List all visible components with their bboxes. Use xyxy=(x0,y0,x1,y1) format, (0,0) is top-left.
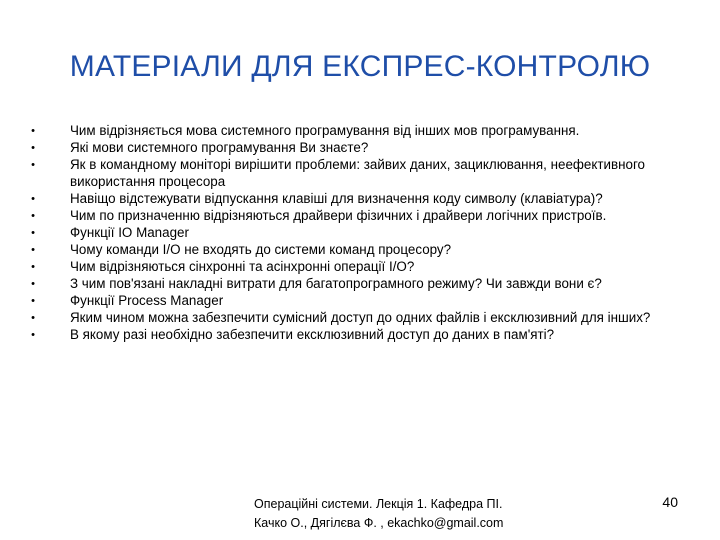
list-item xyxy=(28,123,698,140)
page-number: 40 xyxy=(662,494,678,510)
list-item xyxy=(28,293,698,310)
bullet-icon: • xyxy=(31,125,35,137)
list-item xyxy=(28,327,698,344)
bullet-icon: • xyxy=(31,159,35,171)
list-item xyxy=(28,191,698,208)
bullet-icon: • xyxy=(31,209,35,222)
bullet-icon: • xyxy=(31,192,35,205)
list-item xyxy=(28,310,698,327)
footer-line-course: Операційні системи. Лекція 1. Кафедра ПІ. xyxy=(254,497,503,511)
list-item xyxy=(28,140,698,157)
list-item xyxy=(28,259,698,276)
list-item xyxy=(28,225,698,242)
bullet-icon: • xyxy=(31,328,35,341)
bullet-list xyxy=(28,123,698,344)
list-item-text: Які мови системного програмування Ви знаєте? xyxy=(70,140,369,155)
bullet-icon: • xyxy=(31,142,35,154)
list-item xyxy=(28,276,698,293)
list-item-text: Чому команди I/O не входять до системи команд процесору? xyxy=(70,241,452,257)
list-item-text: Чим по призначенню відрізняються драйвери фізичних і драйвери логічних пристроїв. xyxy=(70,207,607,223)
list-item-text: В якому разі необхідно забезпечити ексклюзивний доступ до даних в пам'яті? xyxy=(70,326,555,342)
list-item-text: Як в командному моніторі вирішити проблеми: зайвих даних, зациклювання, неефективного використання процесора xyxy=(70,157,645,189)
list-item-text: Яким чином можна забезпечити сумісний доступ до одних файлів і ексклюзивний для інших? xyxy=(70,309,651,325)
footer-line-authors: Качко О., Дягілєва Ф. , ekachko@gmail.com xyxy=(254,516,504,530)
list-item xyxy=(28,242,698,259)
list-item-text: Чим відрізняються сінхронні та асінхронні операції I/O? xyxy=(70,258,415,274)
slide-footer xyxy=(254,495,503,533)
slide-title: МАТЕРІАЛИ ДЛЯ ЕКСПРЕС-КОНТРОЛЮ xyxy=(69,50,651,83)
list-item xyxy=(28,208,698,225)
list-item xyxy=(28,157,698,190)
list-item-text: Навіщо відстежувати відпускання клавіші для визначення коду символу (клавіатура)? xyxy=(70,190,603,206)
bullet-icon: • xyxy=(31,311,35,324)
list-item-text: Чим відрізняється мова системного програмування від інших мов програмування. xyxy=(70,123,580,138)
list-item-text: Функції Process Manager xyxy=(70,292,224,308)
bullet-icon: • xyxy=(31,243,35,256)
list-item-text: З чим пов'язані накладні витрати для багатопрограмного режиму? Чи завжди вони є? xyxy=(70,275,602,291)
bullet-icon: • xyxy=(31,260,35,273)
list-item-text: Функції IO Manager xyxy=(70,224,189,240)
bullet-icon: • xyxy=(31,294,35,307)
bullet-icon: • xyxy=(31,226,35,239)
bullet-icon: • xyxy=(31,277,35,290)
